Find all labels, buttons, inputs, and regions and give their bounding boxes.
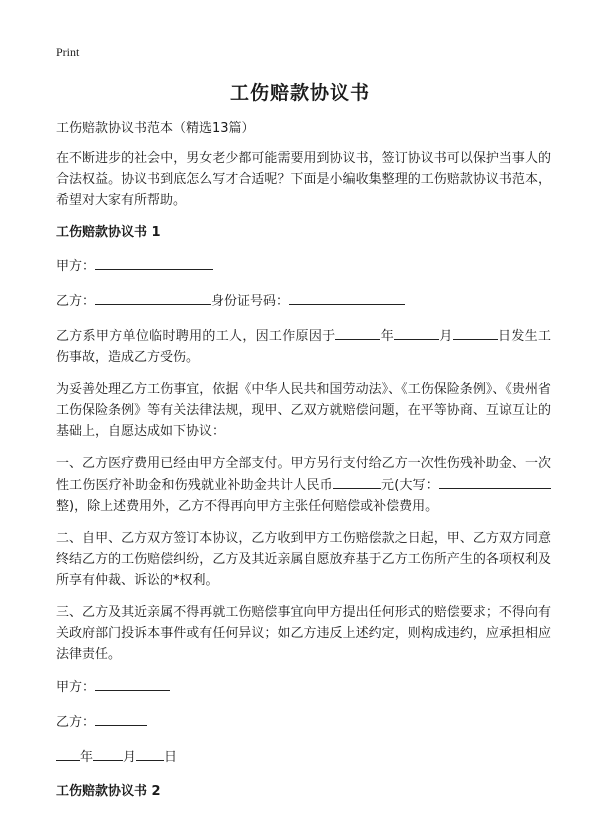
clause-3: 三、乙方及其近亲属不得再就工伤赔偿事宜向甲方提出任何形式的赔偿要求；不得向有关政府部门投诉本事件或有任何异议；如乙方违反上述约定，则构成违约，应承担相应法律责任。 bbox=[56, 605, 551, 662]
injury-paragraph bbox=[56, 325, 551, 368]
party-a-label: 甲方： bbox=[56, 259, 96, 274]
amount-blank[interactable] bbox=[333, 474, 381, 489]
sign-month-label: 月 bbox=[123, 750, 137, 765]
document-subtitle: 工伤赔款协议书范本（精选13篇） bbox=[56, 121, 255, 136]
injury-text: 乙方系甲方单位临时聘用的工人，因工作原因于 bbox=[56, 329, 336, 344]
party-b-blank[interactable] bbox=[95, 290, 211, 305]
injury-year-label: 年 bbox=[380, 329, 395, 344]
sign-party-a-blank[interactable] bbox=[95, 676, 170, 691]
sign-day-label: 日 bbox=[164, 750, 178, 765]
clause-1 bbox=[56, 453, 551, 517]
sign-year-blank[interactable] bbox=[56, 746, 80, 761]
injury-year-blank[interactable] bbox=[335, 325, 380, 340]
party-a-line bbox=[56, 255, 551, 277]
clause-1-text: 一、乙方医疗费用已经由甲方全部支付。甲方另行支付给乙方一次性伤残补助金、一次性工伤医疗补助金和伤残就业补助金共计人民币 bbox=[56, 456, 551, 493]
agreement-2-heading: 工伤赔款协议书 2 bbox=[56, 784, 161, 799]
intro-paragraph: 在不断进步的社会中，男女老少都可能需要用到协议书，签订协议书可以保护当事人的合法权益。协议书到底怎么写才合适呢？下面是小编收集整理的工伤赔款协议书范本，希望对大家有所帮助。 bbox=[56, 151, 551, 208]
sign-date-line bbox=[56, 746, 551, 768]
injury-day-text: 日发生工伤事故，造成乙方受伤。 bbox=[56, 329, 551, 365]
party-b-label: 乙方： bbox=[56, 294, 96, 309]
clause-1-tail: 整)，除上述费用外，乙方不得再向甲方主张任何赔偿或补偿费用。 bbox=[56, 499, 439, 514]
clause-1-capital-label: 元(大写： bbox=[380, 478, 439, 493]
injury-month-blank[interactable] bbox=[394, 325, 439, 340]
amount-capital-blank[interactable] bbox=[439, 474, 551, 489]
party-b-line bbox=[56, 290, 551, 312]
sign-party-a-label: 甲方： bbox=[56, 680, 96, 695]
sign-year-label: 年 bbox=[80, 750, 94, 765]
print-link[interactable]: Print bbox=[56, 45, 80, 59]
sign-party-b-blank[interactable] bbox=[95, 711, 147, 726]
sign-day-blank[interactable] bbox=[136, 746, 164, 761]
party-a-blank[interactable] bbox=[95, 255, 213, 270]
sign-party-b-label: 乙方： bbox=[56, 715, 96, 730]
agreement-1-heading: 工伤赔款协议书 1 bbox=[56, 225, 161, 240]
sign-party-a-line bbox=[56, 676, 551, 698]
injury-month-label: 月 bbox=[439, 329, 453, 344]
injury-day-blank[interactable] bbox=[453, 325, 498, 340]
basis-paragraph: 为妥善处理乙方工伤事宜，依据《中华人民共和国劳动法》、《工伤保险条例》、《贵州省工伤保险条例》等有关法律法规，现甲、乙双方就赔偿问题，在平等协商、互谅互让的基础上，自愿达成如下协议： bbox=[56, 382, 551, 439]
id-number-blank[interactable] bbox=[289, 290, 405, 305]
document-body bbox=[56, 118, 551, 814]
clause-2: 二、自甲、乙方双方签订本协议，乙方收到甲方工伤赔偿款之日起，甲、乙方双方同意终结乙方的工伤赔偿纠纷，乙方及其近亲属自愿放弃基于乙方工伤所产生的各项权利及所享有仲裁、诉讼的*权利。 bbox=[56, 531, 551, 588]
sign-party-b-line bbox=[56, 711, 551, 733]
sign-month-blank[interactable] bbox=[93, 746, 123, 761]
document-title: 工伤赔款协议书 bbox=[229, 82, 370, 104]
id-number-label: 身份证号码： bbox=[211, 294, 290, 309]
